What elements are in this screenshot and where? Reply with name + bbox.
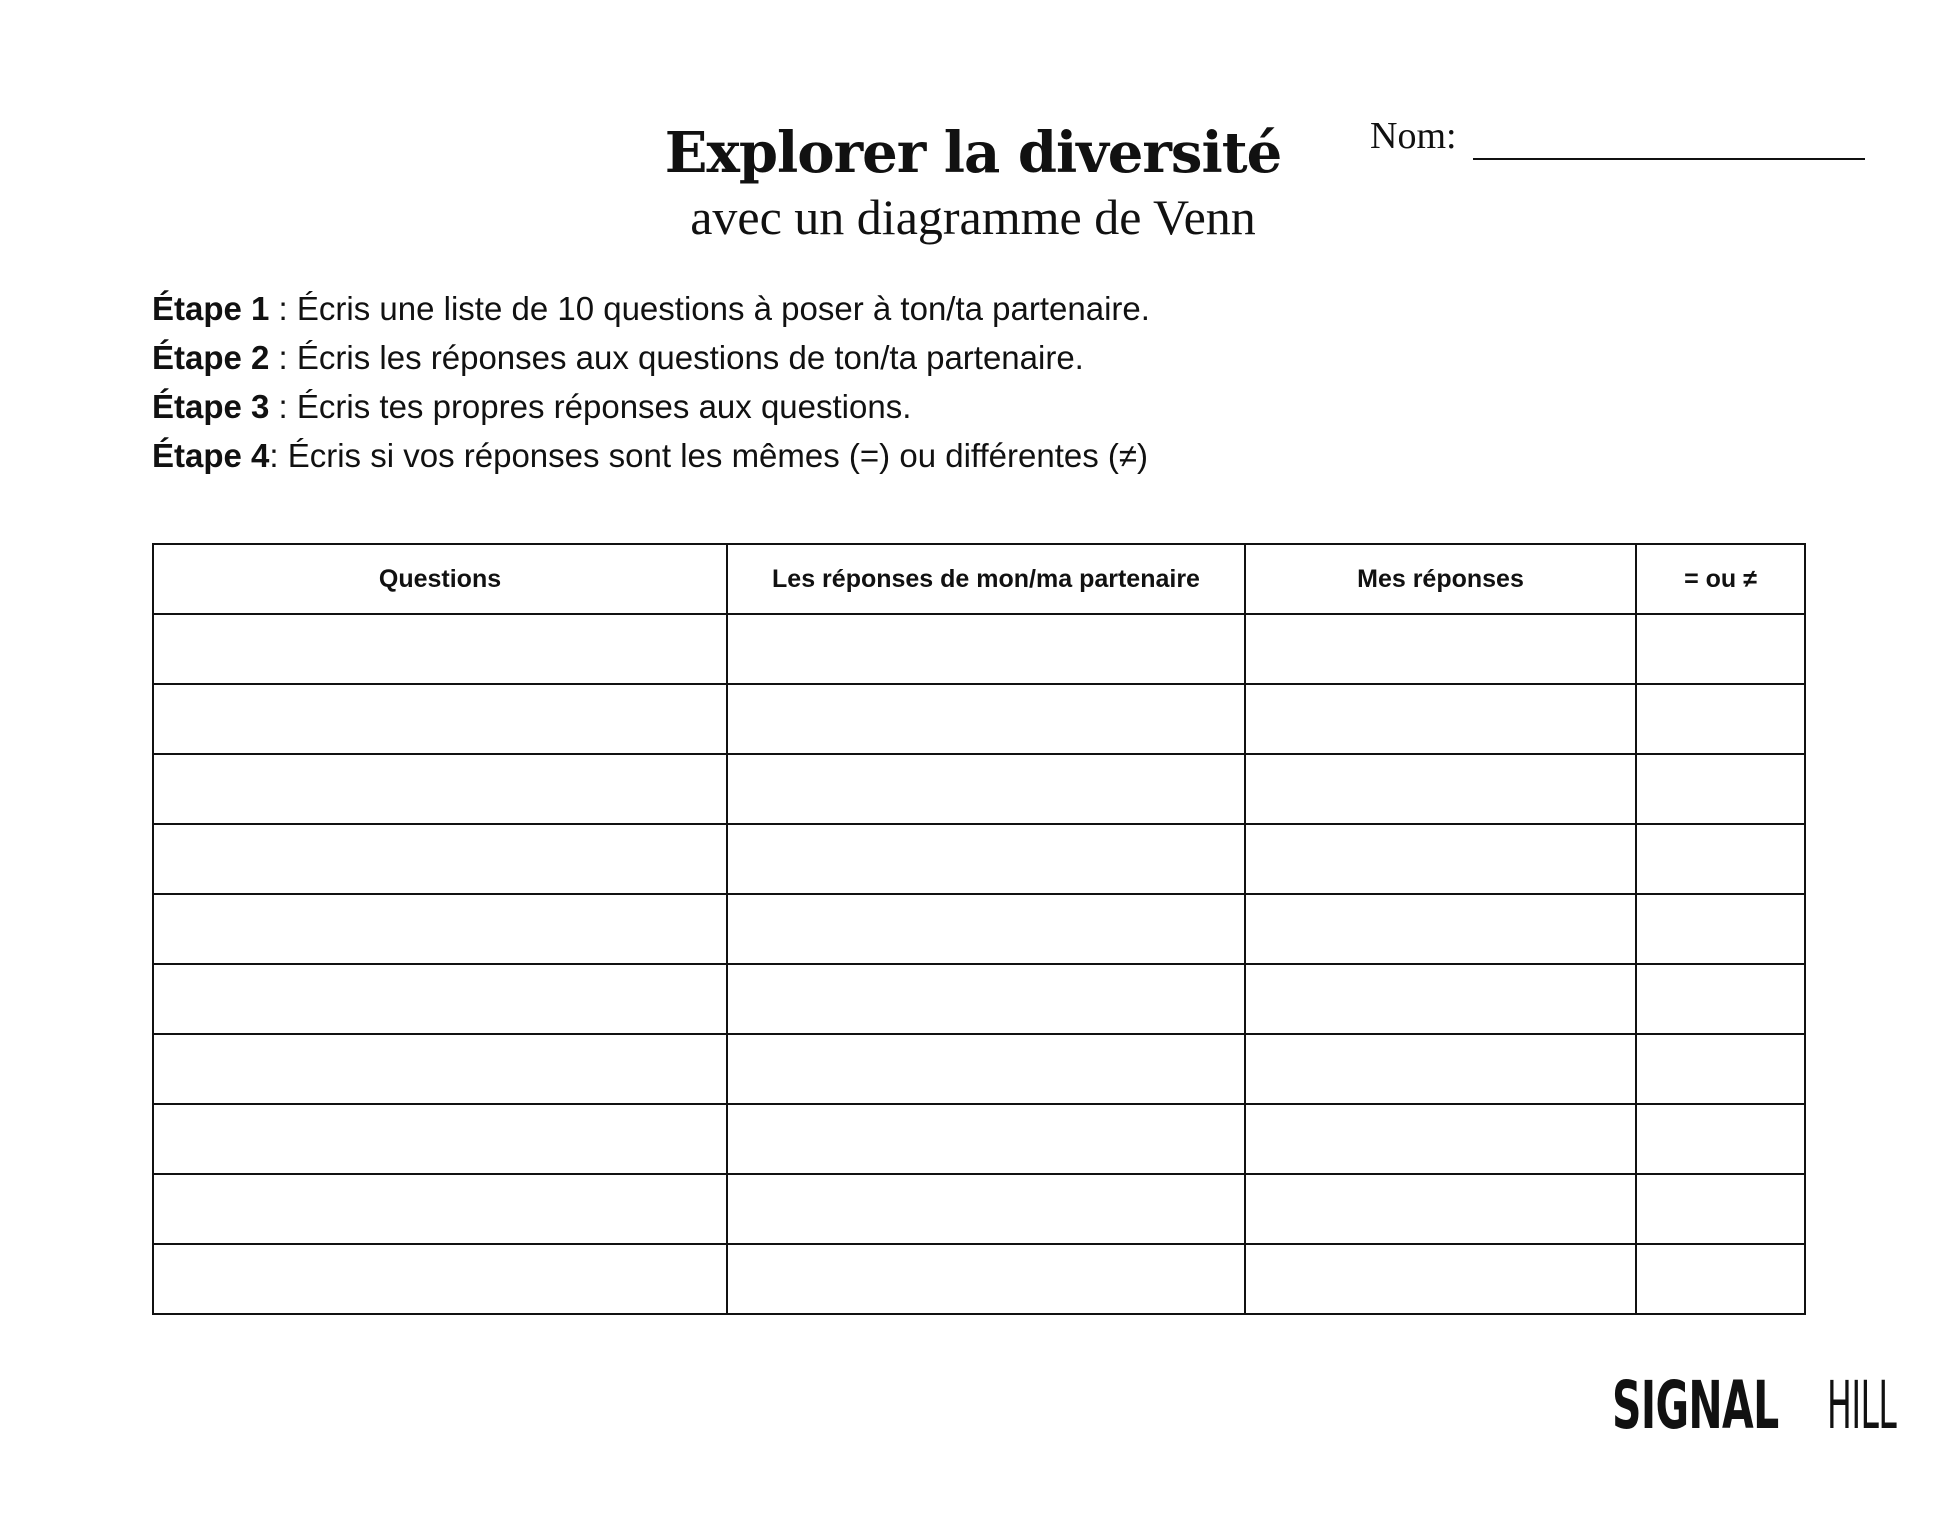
cell-same-or-different[interactable] [1636,1104,1805,1174]
cell-same-or-different[interactable] [1636,1034,1805,1104]
cell-partner-answer[interactable] [727,1244,1245,1314]
cell-question[interactable] [153,1034,727,1104]
step-label: Étape 2 [152,339,270,376]
cell-partner-answer[interactable] [727,614,1245,684]
cell-my-answer[interactable] [1245,754,1636,824]
table-row [153,754,1805,824]
table-row [153,1034,1805,1104]
header-partner-answers: Les réponses de mon/ma partenaire [727,544,1245,614]
cell-my-answer[interactable] [1245,1034,1636,1104]
cell-question[interactable] [153,614,727,684]
cell-same-or-different[interactable] [1636,894,1805,964]
step-text: : Écris les réponses aux questions de ton/ta partenaire. [269,339,1084,376]
cell-my-answer[interactable] [1245,614,1636,684]
cell-same-or-different[interactable] [1636,614,1805,684]
cell-same-or-different[interactable] [1636,754,1805,824]
cell-partner-answer[interactable] [727,1174,1245,1244]
name-label: Nom: [1370,115,1457,157]
step-3 [152,382,1552,431]
table-row [153,894,1805,964]
cell-question[interactable] [153,894,727,964]
worksheet-table [152,543,1806,1315]
name-blank-line[interactable] [1473,158,1865,160]
page-subtitle: avec un diagramme de Venn [690,189,1256,245]
cell-my-answer[interactable] [1245,1244,1636,1314]
signalhill-logo [1612,1367,1917,1444]
cell-my-answer[interactable] [1245,1104,1636,1174]
cell-partner-answer[interactable] [727,894,1245,964]
table-row [153,684,1805,754]
cell-same-or-different[interactable] [1636,824,1805,894]
cell-partner-answer[interactable] [727,684,1245,754]
cell-question[interactable] [153,1244,727,1314]
step-4 [152,431,1552,480]
cell-partner-answer[interactable] [727,824,1245,894]
cell-partner-answer[interactable] [727,964,1245,1034]
table-row [153,824,1805,894]
cell-partner-answer[interactable] [727,1034,1245,1104]
cell-my-answer[interactable] [1245,824,1636,894]
table-row [153,1174,1805,1244]
step-text: : Écris tes propres réponses aux questions. [269,388,912,425]
step-label: Étape 1 [152,290,270,327]
cell-same-or-different[interactable] [1636,1244,1805,1314]
cell-question[interactable] [153,964,727,1034]
cell-question[interactable] [153,1174,727,1244]
cell-same-or-different[interactable] [1636,964,1805,1034]
step-1 [152,284,1552,333]
header-same-or-different: = ou ≠ [1636,544,1805,614]
step-text: : Écris une liste de 10 questions à poser à ton/ta partenaire. [269,290,1150,327]
cell-my-answer[interactable] [1245,1174,1636,1244]
step-label: Étape 3 [152,388,270,425]
page-title: Explorer la diversité [664,120,1282,186]
cell-question[interactable] [153,754,727,824]
header-questions: Questions [153,544,727,614]
table-row [153,1244,1805,1314]
cell-question[interactable] [153,1104,727,1174]
cell-my-answer[interactable] [1245,894,1636,964]
cell-question[interactable] [153,684,727,754]
cell-same-or-different[interactable] [1636,1174,1805,1244]
cell-same-or-different[interactable] [1636,684,1805,754]
table-body [153,614,1805,1314]
table-row [153,1104,1805,1174]
cell-my-answer[interactable] [1245,684,1636,754]
cell-question[interactable] [153,824,727,894]
logo-part-signal: SIGNAL [1612,1367,1779,1444]
step-text: : Écris si vos réponses sont les mêmes (=) ou différentes (≠) [269,437,1148,474]
name-field [1370,112,1865,160]
table-row [153,614,1805,684]
cell-partner-answer[interactable] [727,754,1245,824]
step-2 [152,333,1552,382]
instructions [152,284,1552,480]
step-label: Étape 4 [152,437,270,474]
cell-my-answer[interactable] [1245,964,1636,1034]
table-row [153,964,1805,1034]
header-my-answers: Mes réponses [1245,544,1636,614]
table-header-row [153,544,1805,614]
logo-part-hill: HILL [1827,1367,1897,1444]
cell-partner-answer[interactable] [727,1104,1245,1174]
